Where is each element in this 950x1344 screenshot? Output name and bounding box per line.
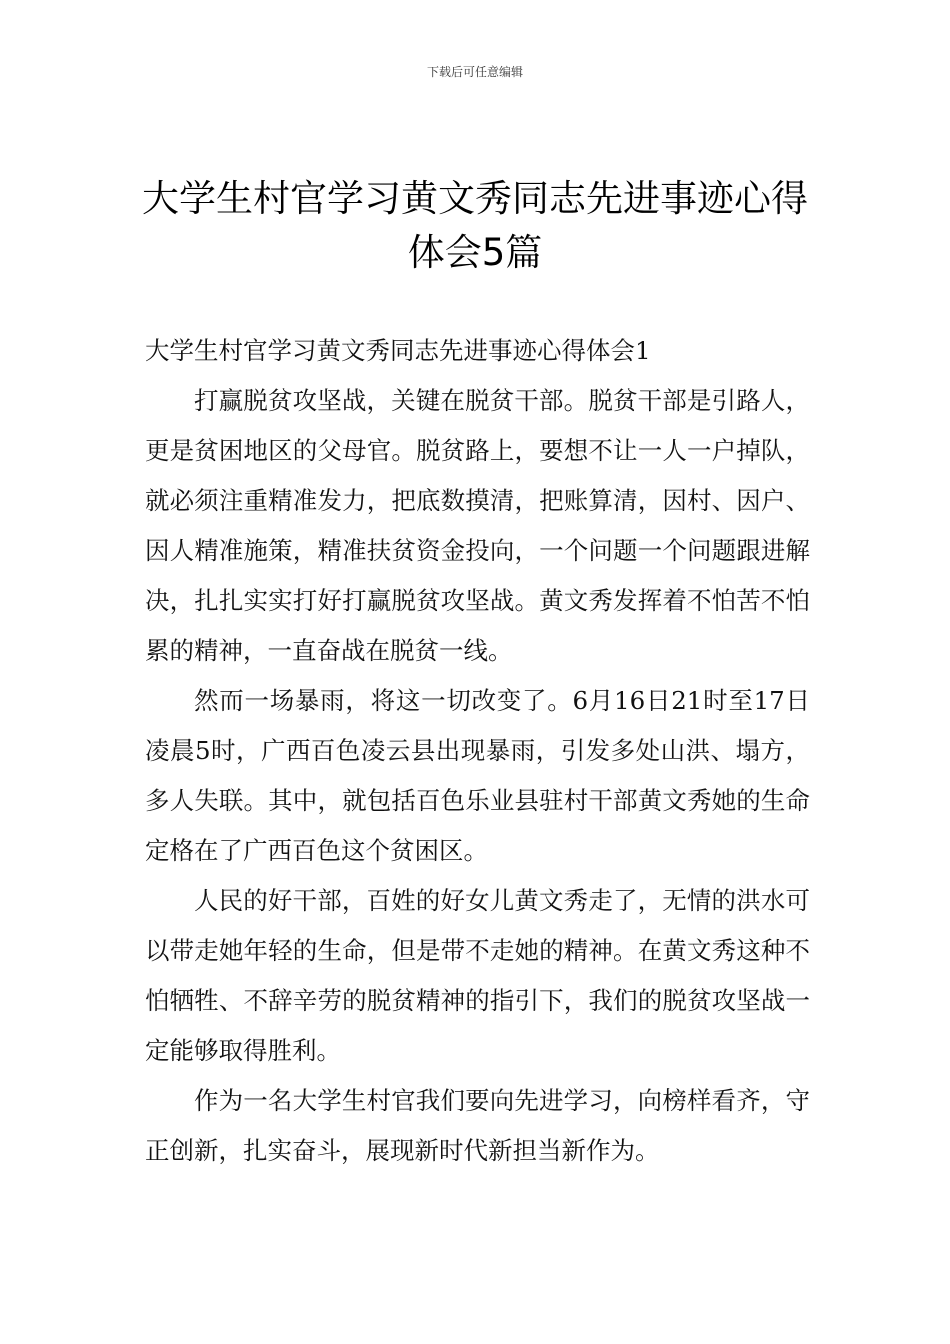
document-title-line-2: 体会5篇 [407,231,543,274]
paragraph-3: 人民的好干部，百姓的好女儿黄文秀走了，无情的洪水可以带走她年轻的生命，但是带不走她的精神。在黄文秀这种不怕牺牲、不辞辛劳的脱贫精神的指引下，我们的脱贫攻坚战一定能够取得胜利。 [145,886,810,1065]
paragraph-1: 打赢脱贫攻坚战，关键在脱贫干部。脱贫干部是引路人，更是贫困地区的父母官。脱贫路上，要想不让一人一户掉队，就必须注重精准发力，把底数摸清，把账算清，因村、因户、因人精准施策，精准扶贫资金投向，一个问题一个问题跟进解决，扎扎实实打好打赢脱贫攻坚战。黄文秀发挥着不怕苦不怕累的精神，一直奋战在脱贫一线。 [145,386,810,665]
paragraph-4: 作为一名大学生村官我们要向先进学习，向榜样看齐，守正创新，扎实奋斗，展现新时代新担当新作为。 [145,1086,810,1165]
document-body [145,326,810,1176]
paragraph-2: 然而一场暴雨，将这一切改变了。6月16日21时至17日凌晨5时，广西百色凌云县出现暴雨，引发多处山洪、塌方，多人失联。其中，就包括百色乐业县驻村干部黄文秀她的生命定格在了广西百色这个贫困区。 [145,686,810,865]
document-title [140,172,810,280]
header-note: 下载后可任意编辑 [426,65,523,79]
document-title-line-1: 大学生村官学习黄文秀同志先进事迹心得 [142,177,808,220]
section-heading: 大学生村官学习黄文秀同志先进事迹心得体会1 [145,336,651,365]
